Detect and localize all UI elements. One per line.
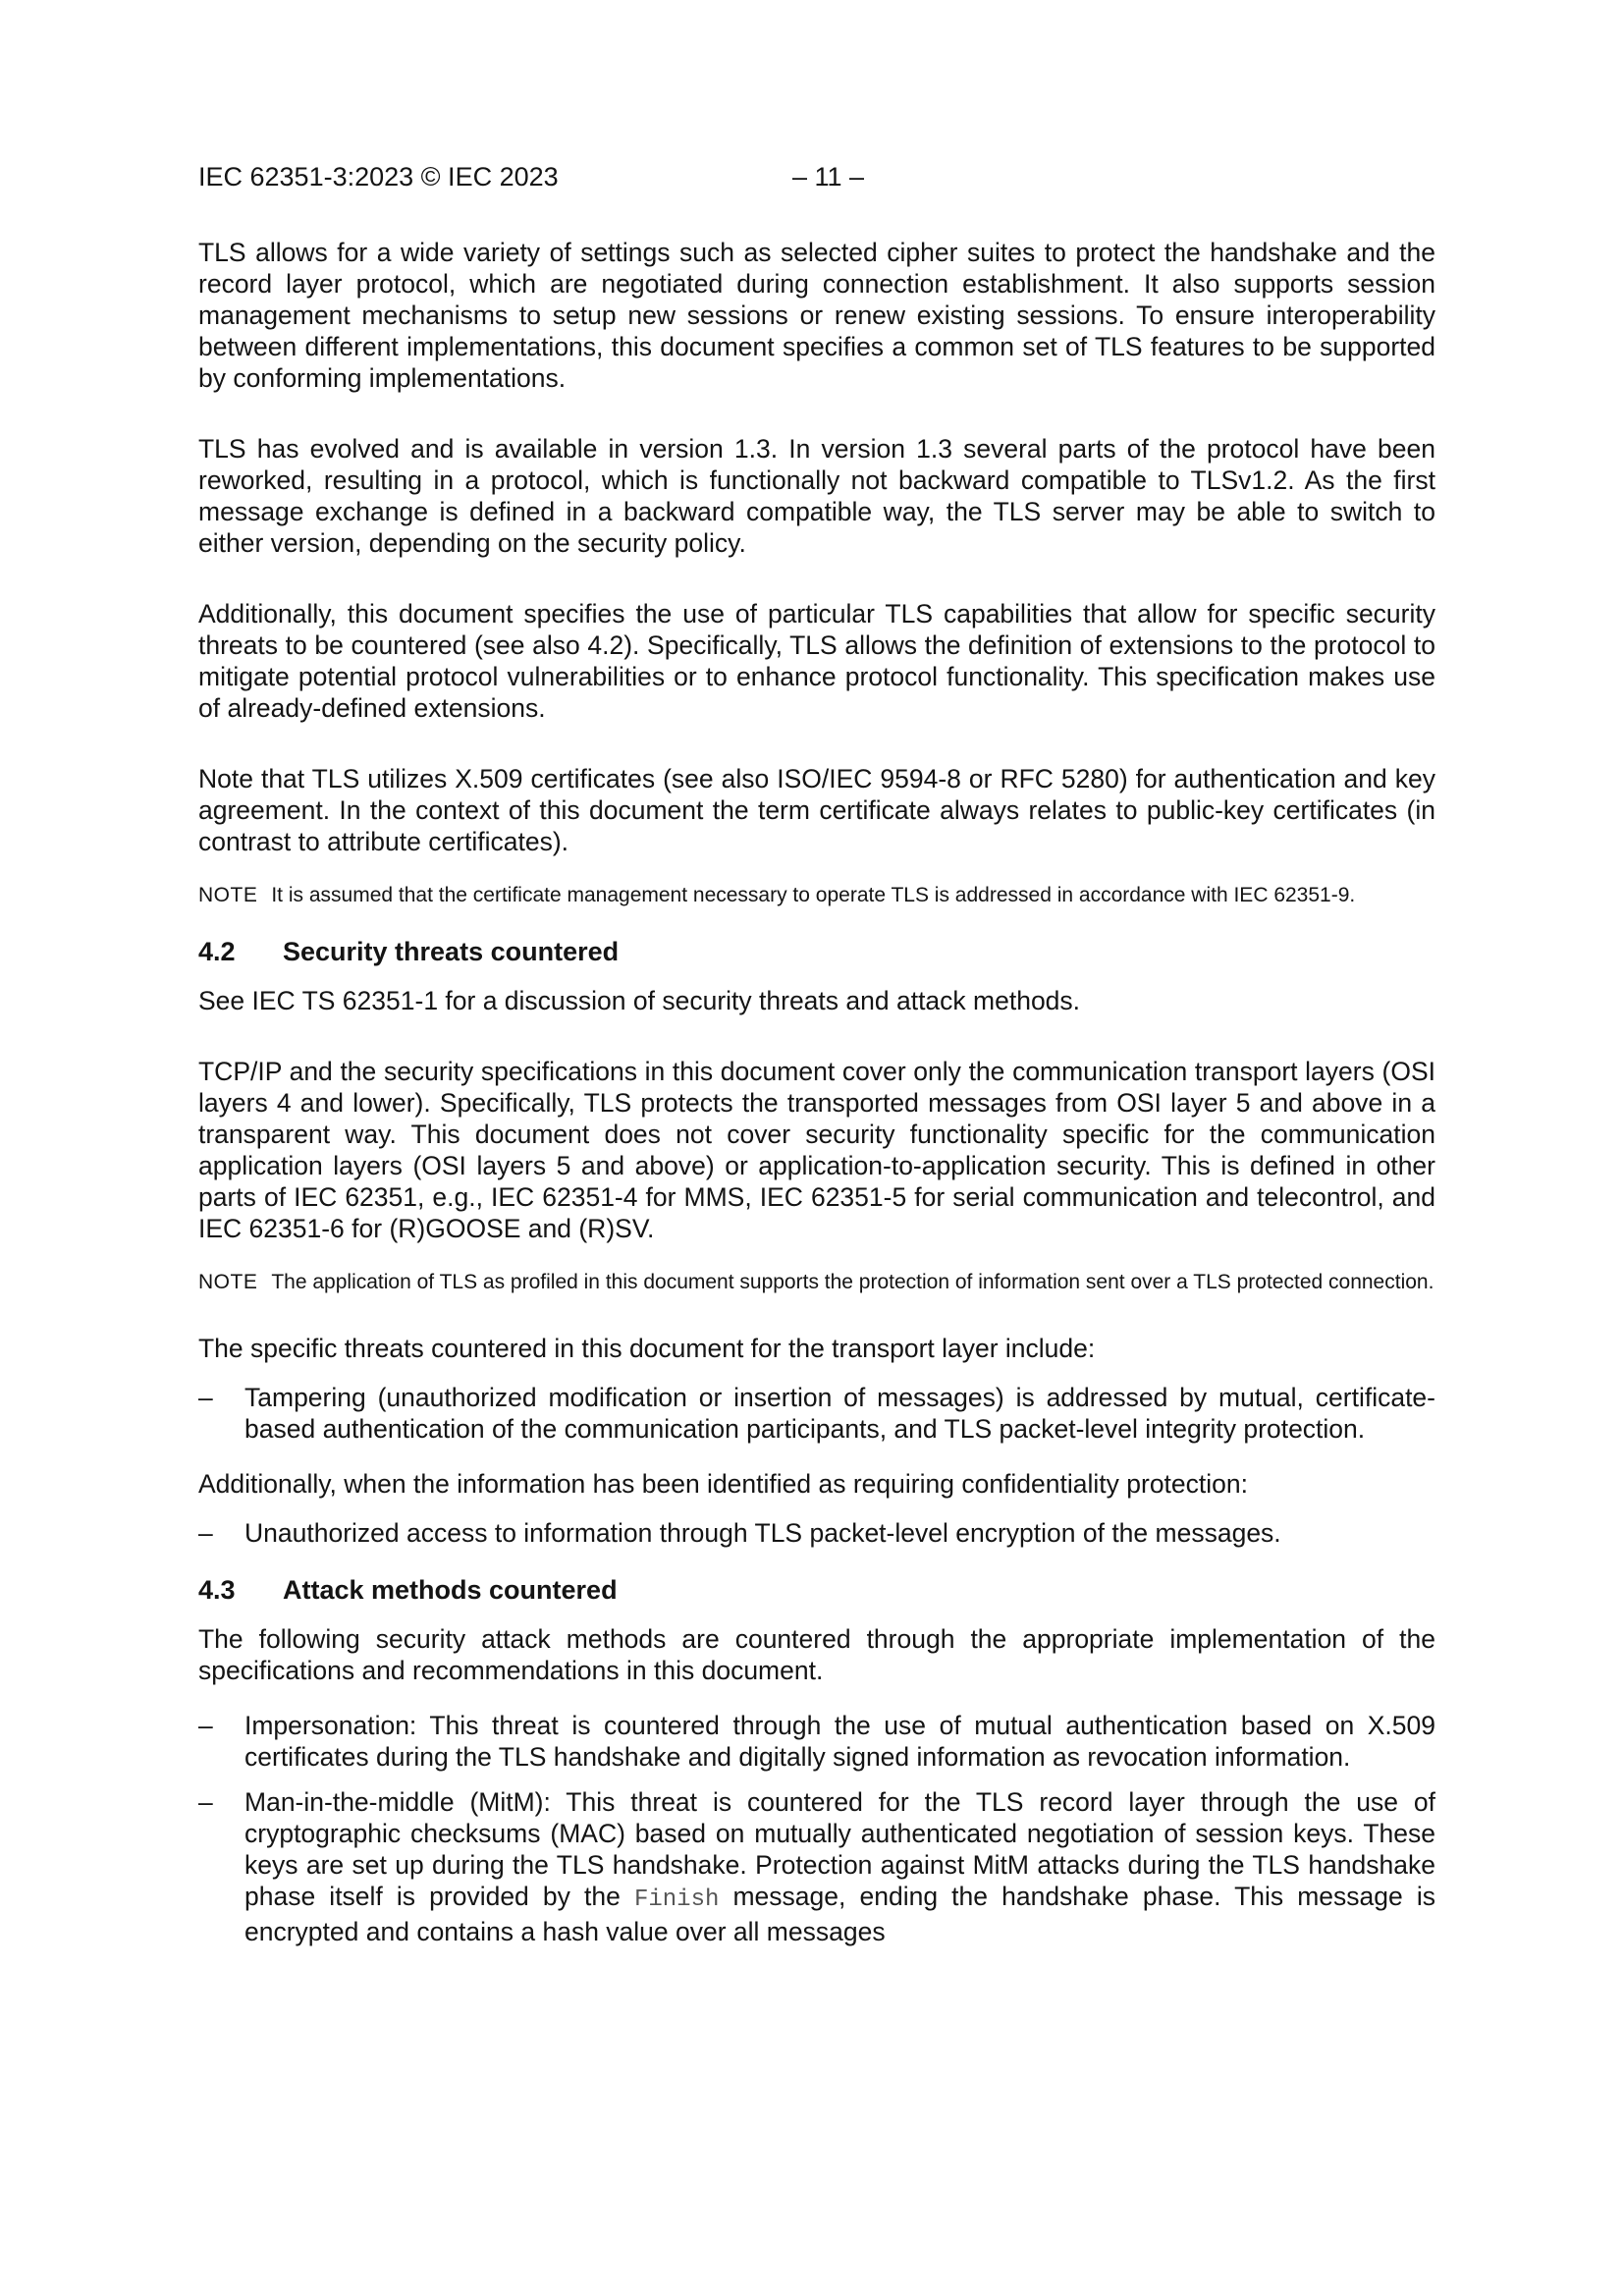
- section-heading-4-3: [198, 1574, 1435, 1606]
- list-item-man-in-the-middle: – Man-in-the-middle (MitM): This threat is countered for the TLS record layer through the use of cryptographic checksums (MAC) based on mutually authenticated negotiation of session keys. These keys are set up during the TLS handshake. Protection against MitM attacks during the TLS handshake phase itself is provided by the Finish message, ending the handshake phase. This message is encrypted and contains a hash value over all messages: [198, 1787, 1436, 1946]
- dash-bullet: –: [198, 1383, 213, 1412]
- paragraph-tls-settings: TLS allows for a wide variety of settings such as selected cipher suites to protect the handshake and the record layer protocol, which are negotiated during connection establishment. It also supports session management mechanisms to setup new sessions or renew existing sessions. To ensure interoperability between different implementations, this document specifies a common set of TLS features to be supported by conforming implementations.: [198, 238, 1435, 393]
- page-number: – 11 –: [792, 162, 865, 191]
- paragraph-attack-methods: The following security attack methods are countered through the appropriate implementation of the specifications and recommendations in this document.: [198, 1624, 1435, 1685]
- paragraph-see-iec-ts: See IEC TS 62351-1 for a discussion of security threats and attack methods.: [198, 986, 1081, 1015]
- paragraph-tcp-ip-scope: TCP/IP and the security specifications in this document cover only the communication transport layers (OSI layers 4 and lower). Specifically, TLS protects the transported messages from OSI layer 5 and above in a transparent way. This document does not cover security functionality specific for the communication application layers (OSI layers 5 and above) or application-to-application security. This is defined in other parts of IEC 62351, e.g., IEC 62351-4 for MMS, IEC 62351-5 for serial communication and telecontrol, and IEC 62351-6 for (R)GOOSE and (R)SV.: [198, 1057, 1435, 1243]
- paragraph-tls-versions: TLS has evolved and is available in version 1.3. In version 1.3 several parts of the protocol have been reworked, resulting in a protocol, which is functionally not backward compatible to TLSv1.2. As the first message exchange is defined in a backward compatible way, the TLS server may be able to switch to either version, depending on the security policy.: [198, 434, 1435, 558]
- section-title: Attack methods countered: [283, 1575, 618, 1605]
- note-tag: NOTE: [198, 1271, 258, 1293]
- list-item-impersonation: – Impersonation: This threat is countered through the use of mutual authentication based on X.509 certificates during the TLS handshake and digitally signed information as revocation information.: [198, 1711, 1435, 1772]
- paragraph-specific-threats: The specific threats countered in this document for the transport layer include:: [198, 1334, 1096, 1363]
- attack-methods-list: [198, 1710, 1435, 1947]
- section-number: 4.3: [198, 1575, 236, 1605]
- dash-bullet: –: [198, 1518, 213, 1548]
- list-item-tampering: – Tampering (unauthorized modification or insertion of messages) is addressed by mutual, certificate-based authentication of the communication participants, and TLS packet-level integrity protection.: [198, 1383, 1435, 1444]
- code-finish: Finish: [633, 1886, 720, 1913]
- page-body: [198, 237, 1435, 1987]
- section-title: Security threats countered: [283, 937, 620, 966]
- note-text: It is assumed that the certificate management necessary to operate TLS is addressed in accordance with IEC 62351-9.: [271, 884, 1356, 906]
- dash-bullet: –: [198, 1711, 213, 1740]
- section-number: 4.2: [198, 937, 236, 966]
- note-tls-application: [198, 1270, 1435, 1295]
- dash-bullet: –: [198, 1787, 213, 1817]
- paragraph-x509-certificates: Note that TLS utilizes X.509 certificates (see also ISO/IEC 9594-8 or RFC 5280) for authentication and key agreement. In the context of this document the term certificate always relates to public-key certificates (in contrast to attribute certificates).: [198, 764, 1435, 856]
- note-certificate-management: [198, 883, 1435, 908]
- note-tag: NOTE: [198, 884, 258, 906]
- paragraph-confidentiality: Additionally, when the information has been identified as requiring confidentiality protection:: [198, 1469, 1248, 1499]
- section-heading-4-2: [198, 936, 1435, 967]
- threats-list: [198, 1382, 1435, 1445]
- paragraph-tls-capabilities: Additionally, this document specifies the use of particular TLS capabilities that allow for specific security threats to be countered (see also 4.2). Specifically, TLS allows the definition of extensions to the protocol to mitigate potential protocol vulnerabilities or to enhance protocol functionality. This specification makes use of already-defined extensions.: [198, 599, 1435, 723]
- document-id: IEC 62351-3:2023 © IEC 2023: [198, 162, 559, 191]
- list-item-unauthorized-access: – Unauthorized access to information through TLS packet-level encryption of the messages.: [198, 1518, 1281, 1548]
- page-header: [198, 157, 1435, 196]
- note-text: The application of TLS as profiled in this document supports the protection of information sent over a TLS protected connection.: [271, 1271, 1434, 1293]
- confidentiality-list: [198, 1517, 1435, 1549]
